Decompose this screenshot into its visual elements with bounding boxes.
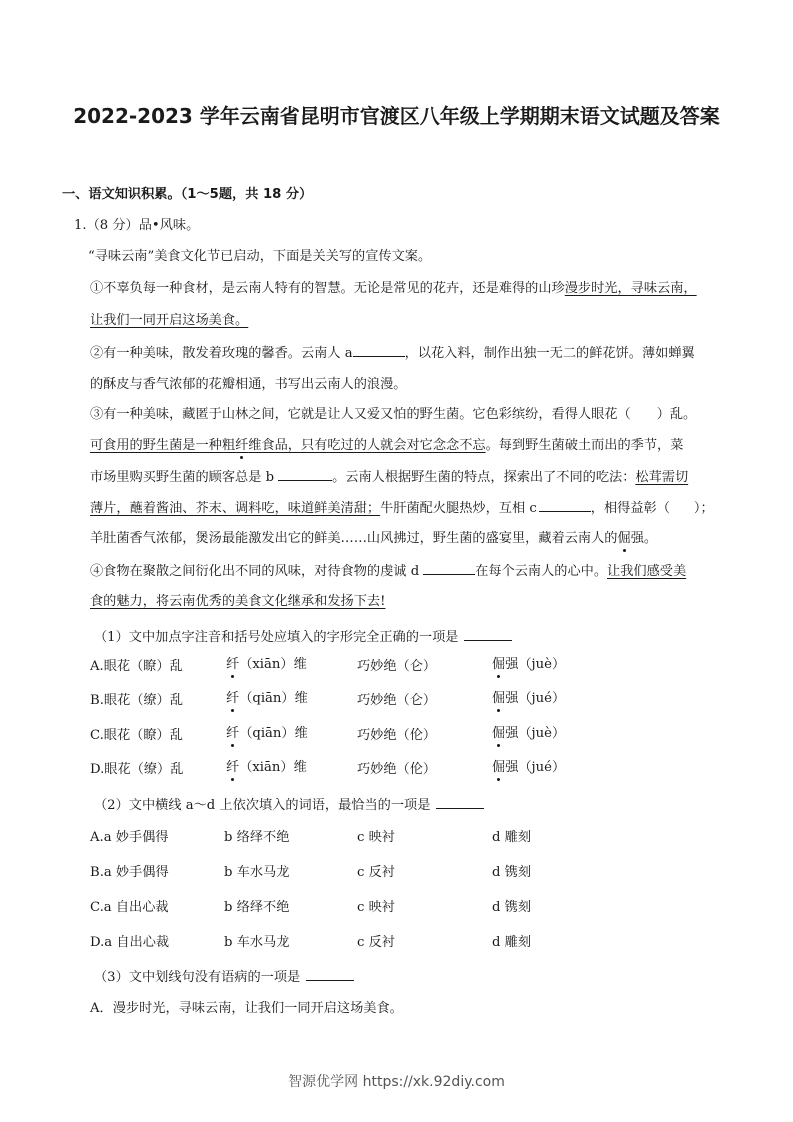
paragraph-3-line-2: 可食用的野生菌是一种粗纤维食品，只有吃过的人就会对它念念不忘。每到野生菌破土而出的季节，菜: [90, 438, 684, 453]
answer-blank-1: [464, 628, 512, 641]
footer-watermark: 智源优学网 https://xk.92diy.com: [288, 1074, 505, 1090]
document-page: 2022-2023 学年云南省昆明市官渡区八年级上学期期末语文试题及答案 一、语文知识积累。（1～5题，共 18 分） 1.（8 分）品•风味。 “寻味云南”美食文化节已启动，下面是关关写的宣传文案。 ①不辜负每一种食材，是云南人特有的智慧。无论是常见的花卉，还是难得的山珍漫步时光，寻味云南， 让我们一同开启这场美食。 ②有一种美味，散发着玫瑰的馨香。云南人 a ，以花入料，制作出独一无二的鲜花饼。薄如蝉翼 的酥皮与香气浓郁的花瓣相通，书写出云南人的浪漫。 ③有一种美味，藏匿于山林之间，它就是让人又爱又怕的野生菌。它色彩缤纷，看得人眼花（ ）乱。 可食用的野生菌是一种粗纤维食品，只有吃过的人就会对它念念不忘。每到野生菌破土而出的季节，菜 市场里购买野生菌的顾客总是 b 。云南人根据野生菌的特点，探索出了不同的吃法：松茸需切 薄片，蘸着酱油、芥末、调料吃，味道鲜美清甜；牛肝菌配火腿热炒，互相 c ，相得益彰（ ）； 羊肚菌香气浓郁，煲汤最能激发出它的鲜美……山风拂过，野生菌的盛宴里，藏着云南人的倔强。 ④食物在聚散之间衍化出不同的风味，对待食物的虔诚 d 在每个云南人的心中。让我们感受美 食的魅力，将云南优秀的美食文化继承和发扬下去! （1）文中加点字注音和括号处应填入的字形完全正确的一项是 A.眼花（瞭）乱 纤（xiān）维 巧妙绝（仑） 倔强（juè） B.眼花（缭）乱 纤（qiān）维 巧妙绝（仑） 倔强（jué） C.眼花（瞭）乱 纤（qiān）维 巧妙绝（伦） 倔强（juè） D.眼花（缭）乱 纤（xiān）维 巧妙绝（伦） 倔强（jué） （2）文中横线 a～d 上依次填入的词语，最恰当的一项是 A.a 妙手偶得 b 络绎不绝 c 映衬 d 雕刻 B.a 妙手偶得 b 车水马龙 c 反衬 d 镌刻 C.a 自出心裁 b 络绎不绝 c 映衬 d 镌刻 D.a 自出心裁 b 车水马龙 c 反衬 d 雕刻 （3）文中划线句没有语病的一项是 A．漫步时光，寻味云南，让我们一同开启这场美食。 智源优学网 https://xk.92diy.com: [0, 0, 793, 1122]
paragraph-4-line-1: ④食物在聚散之间衍化出不同的风味，对待食物的虔诚 d 在每个云南人的心中。让我们感受美: [90, 564, 687, 579]
blank-a: [353, 344, 405, 357]
blank-c: [539, 499, 591, 512]
option-label: B.眼花（缭）乱: [90, 693, 184, 708]
paragraph-3-line-3: 市场里购买野生菌的顾客总是 b 。云南人根据野生菌的特点，探索出了不同的吃法：松茸需切: [90, 470, 689, 485]
paragraph-3-line-4: 薄片，蘸着酱油、芥末、调料吃，味道鲜美清甜；牛肝菌配火腿热炒，互相 c ，相得益彰（ ）；: [90, 501, 714, 516]
dotted-char-jue: 倔: [617, 531, 631, 546]
document-title: 2022-2023 学年云南省昆明市官渡区八年级上学期期末语文试题及答案: [73, 104, 720, 128]
section-heading: 一、语文知识积累。（1～5题，共 18 分）: [62, 187, 313, 202]
paragraph-4-line-2: 食的魅力，将云南优秀的美食文化继承和发扬下去!: [90, 594, 386, 609]
paragraph-3-line-5: 羊肚菌香气浓郁，煲汤最能激发出它的鲜美……山风拂过，野生菌的盛宴里，藏着云南人的倔强。: [90, 531, 658, 546]
subquestion-1: （1）文中加点字注音和括号处应填入的字形完全正确的一项是: [94, 628, 512, 647]
paragraph-2-line-1: ②有一种美味，散发着玫瑰的馨香。云南人 a ，以花入料，制作出独一无二的鲜花饼。薄如蝉翼: [90, 346, 695, 361]
answer-blank-3: [306, 968, 354, 981]
paragraph-2-line-2: 的酥皮与香气浓郁的花瓣相通，书写出云南人的浪漫。: [90, 377, 407, 392]
option-label: C.眼花（瞭）乱: [90, 728, 183, 743]
dotted-char-xian: 纤: [235, 438, 249, 453]
paragraph-1-line-2: [90, 312, 248, 330]
intro-text: “寻味云南”美食文化节已启动，下面是关关写的宣传文案。: [88, 249, 432, 264]
option-label: D.眼花（缭）乱: [90, 762, 184, 777]
blank-b: [278, 468, 332, 481]
paragraph-3-line-1: ③有一种美味，藏匿于山林之间，它就是让人又爱又怕的野生菌。它色彩缤纷，看得人眼花（ ）乱。: [90, 407, 697, 422]
underlined-sentence-1: 漫步时光，寻味云南，: [564, 281, 697, 296]
option-label: A.眼花（瞭）乱: [90, 659, 183, 674]
underlined-sentence-1-cont: 让我们一同开启这场美食。: [90, 313, 249, 328]
subquestion-3-option-a: A．漫步时光，寻味云南，让我们一同开启这场美食。: [90, 1001, 403, 1016]
subquestion-3: （3）文中划线句没有语病的一项是: [94, 968, 354, 987]
subquestion-2: （2）文中横线 a～d 上依次填入的词语，最恰当的一项是: [94, 796, 484, 815]
blank-d: [423, 562, 475, 575]
answer-blank-2: [436, 796, 484, 809]
paragraph-1-line-1: ①不辜负每一种食材，是云南人特有的智慧。无论是常见的花卉，还是难得的山珍漫步时光，寻味云南，: [90, 281, 697, 296]
question-1-heading: 1.（8 分）品•风味。: [74, 218, 200, 233]
